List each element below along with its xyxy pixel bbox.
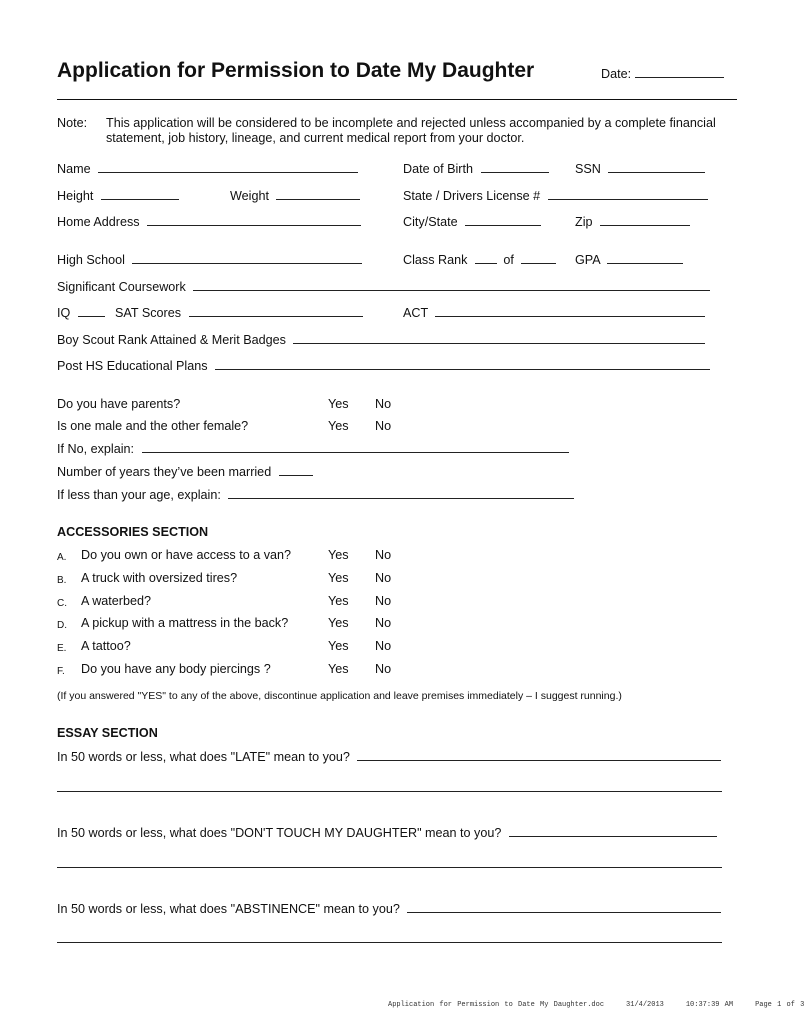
boy-scout-label: Boy Scout Rank Attained & Merit Badges xyxy=(57,333,286,347)
license-input[interactable] xyxy=(548,188,708,200)
essay-question-abstinence-label: In 50 words or less, what does "ABSTINENCE" mean to you? xyxy=(57,902,400,916)
date-field xyxy=(601,66,724,82)
date-input[interactable] xyxy=(635,66,724,78)
city-state-label: City/State xyxy=(403,215,458,229)
accessory-letter: B. xyxy=(57,575,67,586)
coursework-input[interactable] xyxy=(193,279,710,291)
accessories-warning: (If you answered "YES" to any of the above, discontinue application and leave premises immediately – I suggest running.) xyxy=(57,690,622,702)
footer-filename: Application for Permission to Date My Daughter.doc xyxy=(388,1001,605,1009)
years-married-label: Number of years they’ve been married xyxy=(57,465,272,479)
iq-input[interactable] xyxy=(78,305,105,317)
weight-field xyxy=(230,188,360,204)
accessory-letter: E. xyxy=(57,643,67,654)
high-school-field xyxy=(57,252,362,268)
parents-question: Do you have parents? xyxy=(57,397,181,411)
ssn-label: SSN xyxy=(575,162,601,176)
gpa-field xyxy=(575,252,683,268)
ssn-input[interactable] xyxy=(608,161,705,173)
class-size-input[interactable] xyxy=(521,252,556,264)
essay-question-dont-touch-label: In 50 words or less, what does "DON'T TOUCH MY DAUGHTER" mean to you? xyxy=(57,826,502,840)
note-line-2: statement, job history, lineage, and current medical report from your doctor. xyxy=(106,131,525,145)
high-school-label: High School xyxy=(57,253,125,267)
boy-scout-field xyxy=(57,332,705,348)
dob-input[interactable] xyxy=(481,161,549,173)
years-married-input[interactable] xyxy=(279,464,313,476)
home-address-label: Home Address xyxy=(57,215,140,229)
ssn-field xyxy=(575,161,705,177)
accessory-yes-option[interactable]: Yes xyxy=(328,662,349,676)
act-label: ACT xyxy=(403,306,428,320)
page-title: Application for Permission to Date My Daughter xyxy=(57,59,535,82)
accessory-yes-option[interactable]: Yes xyxy=(328,639,349,653)
essay-question-dont-touch xyxy=(57,825,717,841)
accessory-yes-option[interactable]: Yes xyxy=(328,594,349,608)
license-label: State / Drivers License # xyxy=(403,189,541,203)
coursework-field xyxy=(57,279,710,295)
height-label: Height xyxy=(57,189,94,203)
height-field xyxy=(57,188,179,204)
note-label: Note: xyxy=(57,116,88,130)
sat-label: SAT Scores xyxy=(115,306,182,320)
coursework-label: Significant Coursework xyxy=(57,280,186,294)
name-label: Name xyxy=(57,162,91,176)
essay-answer-abstinence-input[interactable] xyxy=(407,901,721,913)
weight-input[interactable] xyxy=(276,188,360,200)
essay-question-late-label: In 50 words or less, what does "LATE" mean to you? xyxy=(57,750,350,764)
accessories-heading: ACCESSORIES SECTION xyxy=(57,525,209,539)
date-label: Date: xyxy=(601,67,632,81)
essay-question-abstinence xyxy=(57,901,721,917)
post-hs-input[interactable] xyxy=(215,358,710,370)
essay-question-late xyxy=(57,749,721,765)
class-rank-input[interactable] xyxy=(475,252,497,264)
act-field xyxy=(403,305,705,321)
name-field xyxy=(57,161,358,177)
class-rank-field xyxy=(403,252,556,268)
parents-yes-option[interactable]: Yes xyxy=(328,397,349,411)
accessory-question: A tattoo? xyxy=(81,639,131,653)
less-than-age-input[interactable] xyxy=(228,487,574,499)
accessory-yes-option[interactable]: Yes xyxy=(328,616,349,630)
accessory-letter: F. xyxy=(57,666,65,677)
male-female-no-option[interactable]: No xyxy=(375,419,392,433)
male-female-question: Is one male and the other female? xyxy=(57,419,249,433)
sat-input[interactable] xyxy=(189,305,363,317)
act-input[interactable] xyxy=(435,305,705,317)
gpa-input[interactable] xyxy=(607,252,683,264)
zip-field xyxy=(575,214,690,230)
footer-date: 31/4/2013 xyxy=(626,1001,664,1009)
post-hs-label: Post HS Educational Plans xyxy=(57,359,208,373)
note-line-1: This application will be considered to be incomplete and rejected unless accompanied by a complete financial xyxy=(106,116,716,130)
essay-answer-dont-touch-line[interactable] xyxy=(57,867,722,868)
name-input[interactable] xyxy=(98,161,358,173)
accessory-question: A pickup with a mattress in the back? xyxy=(81,616,289,630)
class-rank-of-label: of xyxy=(503,253,514,267)
male-female-yes-option[interactable]: Yes xyxy=(328,419,349,433)
height-input[interactable] xyxy=(101,188,179,200)
weight-label: Weight xyxy=(230,189,269,203)
dob-label: Date of Birth xyxy=(403,162,473,176)
accessory-letter: D. xyxy=(57,620,67,631)
accessory-question: Do you have any body piercings ? xyxy=(81,662,271,676)
accessory-yes-option[interactable]: Yes xyxy=(328,571,349,585)
accessory-no-option[interactable]: No xyxy=(375,639,392,653)
zip-label: Zip xyxy=(575,215,593,229)
city-state-field xyxy=(403,214,541,230)
accessory-question: A truck with oversized tires? xyxy=(81,571,238,585)
footer-time: 10:37:39 AM xyxy=(685,1001,734,1009)
explain-no-field xyxy=(57,441,569,457)
explain-no-label: If No, explain: xyxy=(57,442,135,456)
essay-answer-dont-touch-input[interactable] xyxy=(509,825,717,837)
class-rank-label: Class Rank xyxy=(403,253,468,267)
accessory-yes-option[interactable]: Yes xyxy=(328,548,349,562)
accessory-no-option[interactable]: No xyxy=(375,594,392,608)
home-address-field xyxy=(57,214,361,230)
years-married-field xyxy=(57,464,313,480)
essay-answer-late-input[interactable] xyxy=(357,749,721,761)
accessory-letter: A. xyxy=(57,552,67,563)
essay-heading: ESSAY SECTION xyxy=(57,726,158,740)
accessory-letter: C. xyxy=(57,598,67,609)
iq-label: IQ xyxy=(57,306,71,320)
less-than-age-label: If less than your age, explain: xyxy=(57,488,221,502)
dob-field xyxy=(403,161,549,177)
page-footer xyxy=(388,1001,804,1009)
high-school-input[interactable] xyxy=(132,252,362,264)
parents-no-option[interactable]: No xyxy=(375,397,392,411)
gpa-label: GPA xyxy=(575,253,600,267)
accessory-no-option[interactable]: No xyxy=(375,616,392,630)
accessory-no-option[interactable]: No xyxy=(375,662,392,676)
accessory-no-option[interactable]: No xyxy=(375,548,392,562)
iq-field xyxy=(57,305,105,321)
home-address-input[interactable] xyxy=(147,214,361,226)
sat-field xyxy=(115,305,363,321)
essay-answer-abstinence-line[interactable] xyxy=(57,942,722,943)
header-divider xyxy=(57,99,737,100)
city-state-input[interactable] xyxy=(465,214,541,226)
footer-page-number: Page 1 of 3 xyxy=(755,1001,804,1009)
boy-scout-input[interactable] xyxy=(293,332,705,344)
zip-input[interactable] xyxy=(600,214,690,226)
accessory-question: Do you own or have access to a van? xyxy=(81,548,292,562)
essay-answer-late-line[interactable] xyxy=(57,791,722,792)
post-hs-field xyxy=(57,358,710,374)
license-field xyxy=(403,188,708,204)
accessory-no-option[interactable]: No xyxy=(375,571,392,585)
less-than-age-field xyxy=(57,487,574,503)
accessory-question: A waterbed? xyxy=(81,594,152,608)
explain-no-input[interactable] xyxy=(142,441,569,453)
